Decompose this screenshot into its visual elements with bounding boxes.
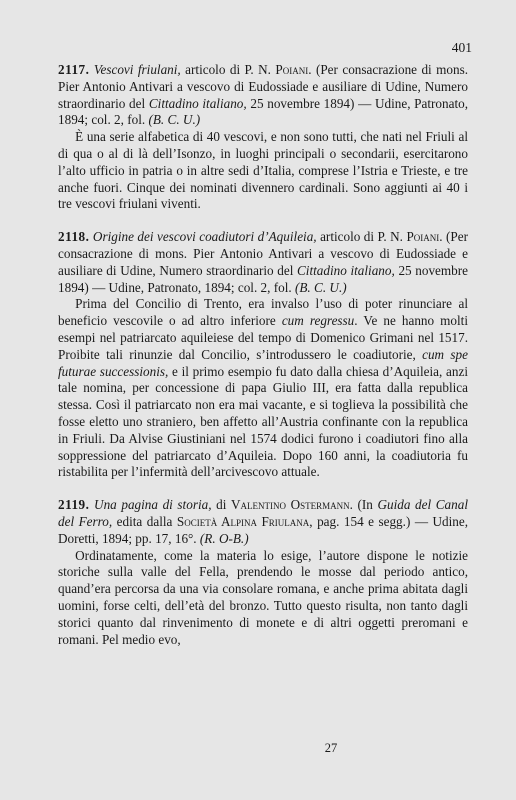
publication-title: Guida del Canal del Ferro, <box>58 497 468 529</box>
body-text: . Ve ne hanno molti esempi nel patriarcato aquileiese del tempo di Domenico Grimani nel 1517. Proibite tali rinunzie dal Concilio, s’introdussero le coadiutorie, <box>58 313 468 362</box>
entry-citation <box>58 229 468 296</box>
entry-title: Origine dei vescovi coadiutori d’Aquileia, <box>92 229 317 245</box>
body-text: Ordinatamente, come la materia lo esige, l’autore dispone le notizie storiche sulla valle del Fella, prendendo le mosse dal periodo antico, quand’era percorsa da una via consolare romana, e anche prima abitata dagli uomini, forse celti, dell’età del bronzo. Tutto questo risulta, non tanto dagli storici quanto dal rinvenimento di monete e di altri oggetti preromani e romani. Pel medio evo, <box>58 547 468 647</box>
entry-number: 2118. <box>58 229 90 245</box>
citation-text: . (Per consacrazione di mons. Pier Antonio Antivari a vescovo di Eudossiade e ausiliare di Udine, Numero straordinario del <box>58 62 468 111</box>
citation-text: di <box>211 497 231 513</box>
latin-phrase: cum spe futurae successionis, <box>58 346 468 379</box>
citation-text: 25 novembre 1894) — Udine, Patronato, 1894; col. 2, fol. <box>58 262 468 295</box>
citation-text: 25 novembre 1894) — Udine, Patronato, 1894; col. 2, fol. <box>58 95 469 128</box>
entry-body <box>58 296 468 481</box>
entry-author: Poiani <box>275 62 309 77</box>
page-text <box>58 62 468 664</box>
library-code: (B. C. U.) <box>294 279 347 295</box>
publisher: Società Alpina Friulana <box>176 513 310 529</box>
entry-citation <box>58 62 468 129</box>
bibliography-entry-2118 <box>58 229 468 481</box>
body-text: e il primo esempio fu dato dalla chiesa d’Aquileia, anzi tale nomina, per concessione di papa Giulio III, era fatta dalla republica stessa. Così il patriarcato non era mai vacante, e si toglieva la possibilità che fosse eletto uno straniero, ben affetto all’Austria confinante con la republica in Friuli. Da Alvise Giustiniani nel 1574 dodici furono i coadiutori fino alla soppressione del patriarcato d’Aquileia. Dopo 160 anni, la coadiutoria fu ristabilita per l’infermità dell’arcivescovo attuale. <box>58 363 468 480</box>
entry-body <box>58 129 468 213</box>
citation-text: articolo di P. N. <box>316 229 407 245</box>
body-text: Prima del Concilio di Trento, era invalso l’uso di poter rinunciare al beneficio vescovile o ad altro inferiore <box>58 296 468 329</box>
publication-title: Cittadino italiano, <box>148 95 247 111</box>
entry-body <box>58 548 468 649</box>
entry-author: Poiani <box>406 229 440 245</box>
citation-text: . (Per consacrazione di mons. Pier Antonio Antivari a vescovo di Eudossiade e ausiliare di Udine, Numero straordinario del <box>58 229 468 278</box>
entry-author: Valentino Ostermann <box>230 497 350 513</box>
citation-text: articolo di P. N. <box>180 62 276 77</box>
page-number: 401 <box>451 40 472 55</box>
entry-number: 2119. <box>58 497 90 513</box>
citation-text: edita dalla <box>112 513 177 529</box>
entry-title: Vescovi friulani, <box>93 62 181 77</box>
publication-title: Cittadino italiano, <box>297 262 395 278</box>
entry-number: 2117. <box>58 62 90 77</box>
bibliography-entry-2117 <box>58 62 468 213</box>
citation-text: , pag. 154 e segg.) — Udine, Doretti, 1894; pp. 17, 16°. <box>58 513 469 546</box>
entry-citation <box>58 497 468 547</box>
citation-text: . (In <box>349 497 378 513</box>
latin-phrase: cum regressu <box>281 313 355 329</box>
library-code: (B. C. U.) <box>148 112 201 128</box>
signature-number: 27 <box>324 741 338 755</box>
signature-mark <box>0 741 516 756</box>
entry-title: Una pagina di storia, <box>94 497 212 513</box>
library-code: (R. O-B.) <box>199 530 249 546</box>
body-text: È una serie alfabetica di 40 vescovi, e non sono tutti, che nati nel Friuli al di qua o al di là dell’Isonzo, in luoghi principali o secondarii, esercitarono l’alto ufficio in patria o in altre sedi d’Italia, comprese l’Istria e Trieste, e tre anche fuori. Cinque dei nominati divennero cardinali. Sono aggiunti ai 40 i tre vescovi friulani viventi. <box>58 129 468 212</box>
bibliography-entry-2119 <box>58 497 468 648</box>
